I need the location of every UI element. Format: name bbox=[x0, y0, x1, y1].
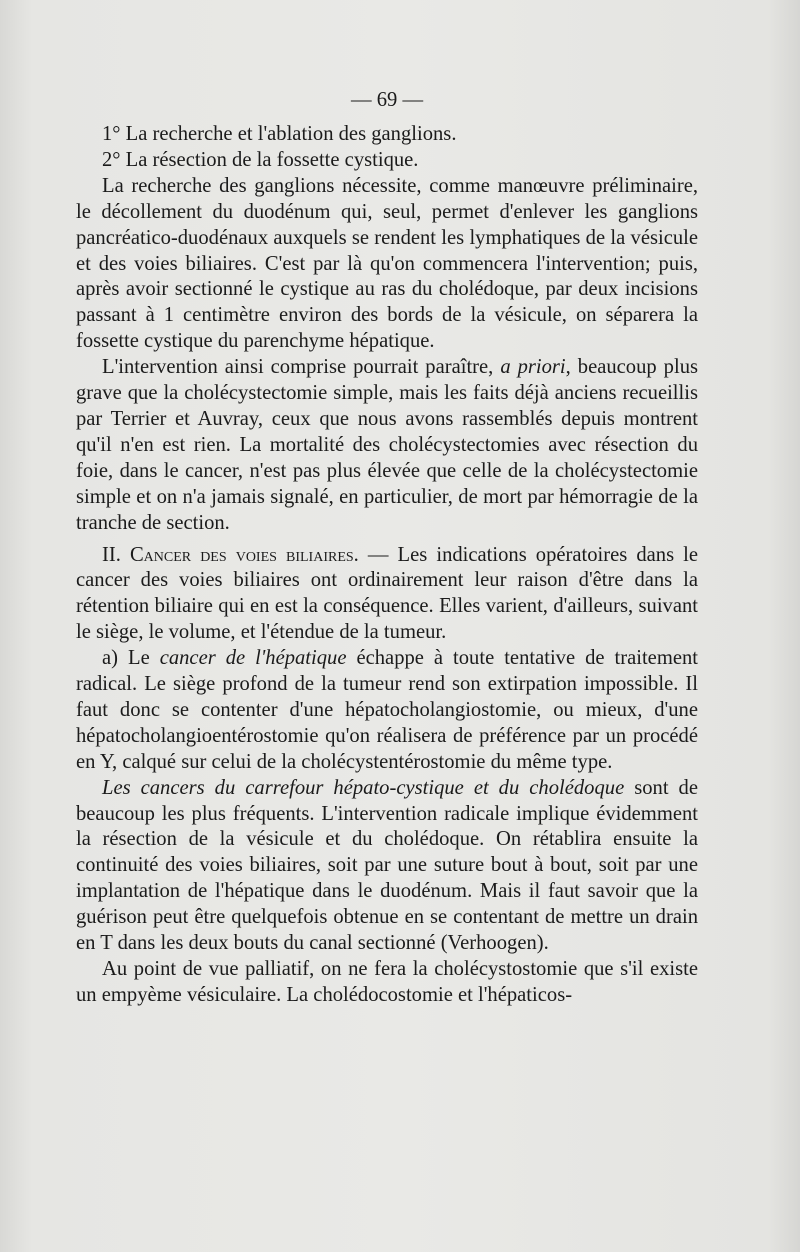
italic-term: cancer de l'hépatique bbox=[159, 647, 347, 670]
section-heading-paragraph: II. Cancer des voies biliaires. — Les indications opératoires dans le cancer des voies biliaires ont ordinairement leur raison d'être dans la rétention biliaire qui en est la conséquence. Elles varient, d'ailleurs, suivant le siège, le volume, et l'étendue de la tumeur. bbox=[76, 543, 699, 644]
page-number: — 69 — bbox=[350, 89, 424, 111]
section-title: Cancer des voies biliaires. bbox=[129, 543, 359, 566]
list-item: 2° La résection de la fossette cystique. bbox=[102, 148, 419, 171]
paragraph: Les cancers du carrefour hépato-cystique et du cholédoque sont de beaucoup les plus fréquents. L'intervention radicale implique évidemment la résection de la vésicule et du cholédoque. On rétablira ensuite la continuité des voies biliaires, soit par une suture bout à bout, soit par une implantation de l'hépatique dans le duodénum. Mais il faut savoir que la guérison peut être quelquefois obtenue en se contentant de mettre un drain en T dans les deux bouts du canal sectionné (Verhoogen). bbox=[76, 776, 698, 955]
paragraph: La recherche des ganglions nécessite, comme manœuvre préliminaire, le décollement du duodénum qui, seul, permet d'enlever les ganglions pancréatico-duodénaux auxquels se rendent les lymphatiques de la vésicule et des voies biliaires. C'est par là qu'on commencera l'intervention; puis, après avoir sectionné le cystique au ras du cholédoque, par deux incisions passant à 1 centimètre environ des bords de la vésicule, on séparera la fossette cystique du parenchyme hépatique. bbox=[76, 174, 698, 353]
text-body bbox=[76, 88, 698, 1009]
list-item: 1° La recherche et l'ablation des ganglions. bbox=[102, 123, 457, 145]
paragraph: a) Le cancer de l'hépatique échappe à toute tentative de traitement radical. Le siège profond de la tumeur rend son extirpation impossible. Il faut donc se contenter d'une hépatocholangiostomie, ou mieux, d'une hépatocholangioentérostomie qu'on réalisera de préférence par un procédé en Y, calqué sur celui de la cholécystentérostomie du même type. bbox=[76, 647, 699, 773]
paragraph: Au point de vue palliatif, on ne fera la cholécystostomie que s'il existe un empyème vésiculaire. La cholédocostomie et l'hépaticos- bbox=[76, 958, 698, 1006]
italic-term: Les cancers du carrefour hépato-cystique et du cholédoque bbox=[102, 776, 625, 799]
italic-term: a priori bbox=[500, 356, 566, 379]
paragraph: L'intervention ainsi comprise pourrait paraître, a priori, beaucoup plus grave que la cholécystectomie simple, mais les faits déjà anciens recueillis par Terrier et Auvray, ceux que nous avons rassemblés depuis montrent qu'il n'en est rien. La mortalité des cholécystectomies avec résection du foie, dans le cancer, n'est pas plus élevée que celle de la cholécystectomie simple et on n'a jamais signalé, en particulier, de mort par hémorragie de la tranche de section. bbox=[76, 356, 699, 534]
